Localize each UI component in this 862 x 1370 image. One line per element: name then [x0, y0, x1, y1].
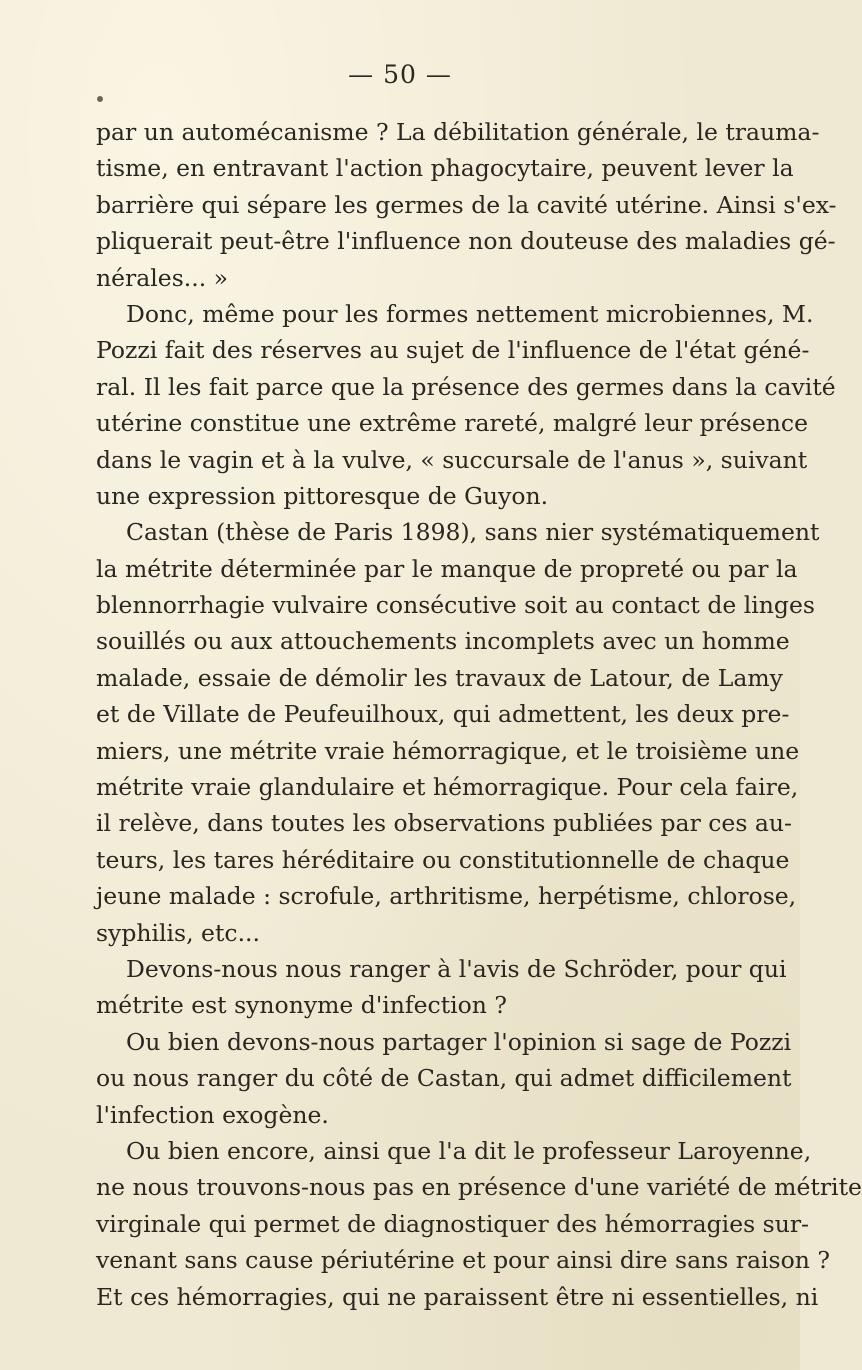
text-line: l'infection exogène.: [96, 1100, 329, 1129]
text-line: Donc, même pour les formes nettement microbiennes, M.: [126, 299, 814, 328]
text-line: jeune malade : scrofule, arthritisme, herpétisme, chlorose,: [96, 882, 797, 911]
text-line: syphilis, etc...: [96, 918, 260, 947]
text-line: dans le vagin et à la vulve, « succursale de l'anus », suivant: [96, 445, 808, 474]
body-text: [96, 114, 862, 1315]
text-line: ral. Il les fait parce que la présence des germes dans la cavité: [96, 372, 836, 401]
text-line: Castan (thèse de Paris 1898), sans nier systématiquement: [126, 518, 820, 547]
text-line: Pozzi fait des réserves au sujet de l'influence de l'état géné-: [96, 336, 810, 365]
text-line: venant sans cause périutérine et pour ainsi dire sans raison ?: [96, 1246, 830, 1275]
text-line: il relève, dans toutes les observations publiées par ces au-: [96, 809, 792, 838]
ink-dot: [97, 96, 103, 102]
text-line: nérales... »: [96, 263, 229, 292]
text-line: ne nous trouvons-nous pas en présence d'une variété de métrite: [96, 1173, 862, 1202]
text-line: Et ces hémorragies, qui ne paraissent être ni essentielles, ni: [96, 1282, 819, 1311]
text-line: tisme, en entravant l'action phagocytaire, peuvent lever la: [96, 154, 794, 183]
text-line: ou nous ranger du côté de Castan, qui admet difficilement: [96, 1064, 792, 1093]
text-line: malade, essaie de démolir les travaux de Latour, de Lamy: [96, 663, 783, 692]
text-line: métrite vraie glandulaire et hémorragique. Pour cela faire,: [96, 773, 799, 802]
text-line: Ou bien devons-nous partager l'opinion si sage de Pozzi: [126, 1027, 792, 1056]
text-line: utérine constitue une extrême rareté, malgré leur présence: [96, 409, 808, 438]
text-line: une expression pittoresque de Guyon.: [96, 481, 549, 510]
page-number: — 50 —: [348, 60, 452, 89]
text-line: blennorrhagie vulvaire consécutive soit au contact de linges: [96, 591, 815, 620]
text-line: et de Villate de Peufeuilhoux, qui admettent, les deux pre-: [96, 700, 790, 729]
text-line: pliquerait peut-être l'influence non douteuse des maladies gé-: [96, 227, 836, 256]
text-line: barrière qui sépare les germes de la cavité utérine. Ainsi s'ex-: [96, 190, 837, 219]
text-line: souillés ou aux attouchements incomplets avec un homme: [96, 627, 790, 656]
text-line: teurs, les tares héréditaire ou constitutionnelle de chaque: [96, 845, 790, 874]
text-line: miers, une métrite vraie hémorragique, et le troisième une: [96, 736, 800, 765]
text-line: par un automécanisme ? La débilitation générale, le trauma-: [96, 118, 820, 146]
text-line: la métrite déterminée par le manque de propreté ou par la: [96, 554, 798, 583]
text-line: métrite est synonyme d'infection ?: [96, 991, 508, 1020]
text-line: virginale qui permet de diagnostiquer des hémorragies sur-: [96, 1209, 809, 1238]
text-line: Devons-nous nous ranger à l'avis de Schröder, pour qui: [126, 954, 787, 983]
text-line: Ou bien encore, ainsi que l'a dit le professeur Laroyenne,: [126, 1136, 812, 1165]
